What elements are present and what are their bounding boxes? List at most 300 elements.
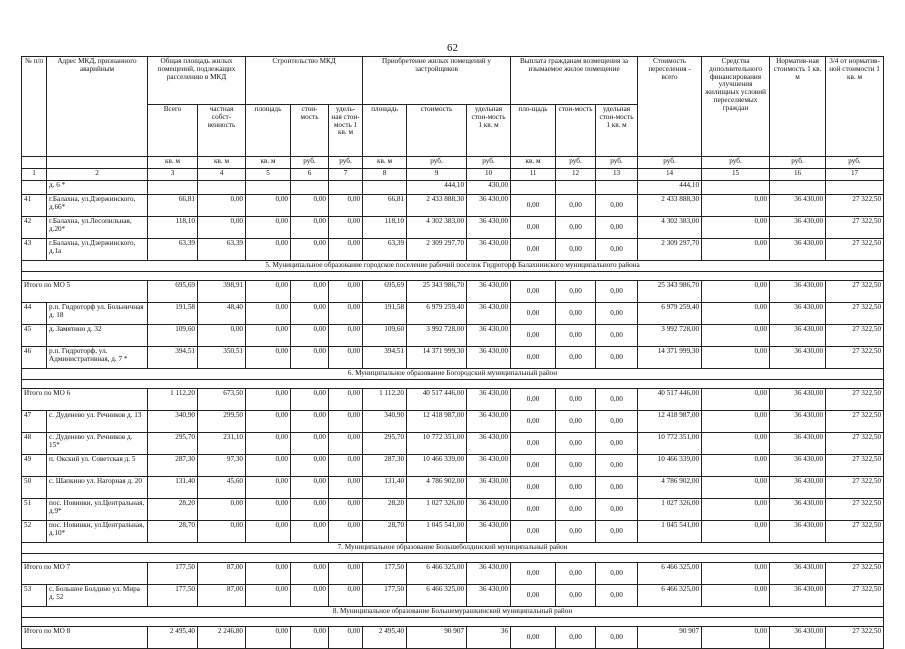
table-cell: 695,69 [148,281,198,303]
table-cell: 0,00 [702,433,770,455]
table-cell: 0,00 [291,217,329,239]
table-cell: 36 [467,627,511,649]
row-number: 48 [22,433,47,455]
row-number: 52 [22,521,47,543]
table-cell: 0,00 [596,455,638,477]
table-cell: 0,00 [702,563,770,585]
units-cell: кв. м [363,157,407,169]
table-cell: 6 466 325,00 [407,585,467,607]
table-cell: 10 772 351,00 [407,433,467,455]
table-cell: 36 430,00 [770,477,826,499]
table-cell: 27 322,50 [826,239,884,261]
table-cell: 14 371 999,30 [638,347,702,369]
units-cell: кв. м [148,157,198,169]
table-cell: 295,70 [363,433,407,455]
table-cell: 36 430,00 [770,499,826,521]
table-cell: 177,50 [363,585,407,607]
table-cell: 0,00 [291,477,329,499]
units-cell: руб. [467,157,511,169]
table-cell: 27 322,50 [826,411,884,433]
table-cell: 299,50 [198,411,246,433]
section-heading-row [22,261,884,272]
table-cell: 0,00 [556,433,596,455]
spacer-row [22,554,884,563]
table-cell: 0,00 [246,563,291,585]
table-cell: 118,10 [363,217,407,239]
table-cell: 0,00 [511,585,556,607]
table-cell: 36 430,00 [467,585,511,607]
header-payment: Выплата гражданам возмещения за изымаемое жилое помещение [511,57,638,105]
table-cell: 287,30 [148,455,198,477]
table-cell: 0,00 [596,627,638,649]
address-cell: р.п. Гидроторф ул. Больничная д. 18 [47,303,148,325]
table-cell: 3 992 728,00 [638,325,702,347]
table-cell [702,181,770,195]
table-cell: 10 772 351,00 [638,433,702,455]
column-number-cell: 14 [638,169,702,181]
table-cell [246,181,291,195]
table-cell: 28,20 [363,499,407,521]
table-cell: 0,00 [329,303,363,325]
table-cell: 0,00 [329,325,363,347]
units-cell: руб. [556,157,596,169]
spacer-row [22,380,884,389]
table-cell: 0,00 [246,455,291,477]
table-cell: 0,00 [246,325,291,347]
table-cell: 63,39 [198,239,246,261]
table-cell: 295,70 [148,433,198,455]
table-cell: 10 466 339,00 [638,455,702,477]
row-number: 47 [22,411,47,433]
table-cell: 0,00 [291,563,329,585]
header-construction: Строительство МКД [246,57,363,105]
table-cell: 2 309 297,70 [407,239,467,261]
table-cell: 25 343 986,70 [407,281,467,303]
row-number: 53 [22,585,47,607]
table-cell: 109,60 [363,325,407,347]
table-cell: 0,00 [291,239,329,261]
header-cost-total: Стоимость переселения - всего [638,57,702,157]
table-cell: 27 322,50 [826,627,884,649]
table-cell: 0,00 [596,195,638,217]
table-cell: 0,00 [702,411,770,433]
table-cell: 27 322,50 [826,563,884,585]
table-cell: 0,00 [246,433,291,455]
table-cell: 398,91 [198,281,246,303]
total-label: Итого по МО 5 [22,281,148,303]
table-cell: 36 430,00 [770,627,826,649]
table-cell: 287,30 [363,455,407,477]
row-number: 49 [22,455,47,477]
table-cell: 36 430,00 [770,239,826,261]
table-cell: 48,40 [198,303,246,325]
table-cell: 0,00 [329,217,363,239]
table-cell: 0,00 [329,195,363,217]
table-cell: 36 430,00 [467,563,511,585]
units-cell: руб. [770,157,826,169]
table-cell [291,181,329,195]
table-cell: 36 430,00 [467,499,511,521]
table-row [22,195,884,217]
table-cell: 27 322,50 [826,217,884,239]
units-cell: руб. [407,157,467,169]
table-cell: 0,00 [329,389,363,411]
table-cell: 0,00 [329,411,363,433]
table-cell: 0,00 [556,627,596,649]
table-cell: 36 430,00 [467,303,511,325]
table-cell: 27 322,50 [826,455,884,477]
column-number-cell: 9 [407,169,467,181]
table-cell: 14 371 999,30 [407,347,467,369]
table-cell: 0,00 [702,455,770,477]
table-cell: 673,50 [198,389,246,411]
column-number-cell: 4 [198,169,246,181]
table-cell: 1 027 326,00 [638,499,702,521]
subheader-area: пло-щадь [511,105,556,157]
units-cell: руб. [638,157,702,169]
table-row [22,521,884,543]
table-cell: 36 430,00 [467,411,511,433]
subheader-private: частная собст-венность [198,105,246,157]
table-cell: 0,00 [246,499,291,521]
table-cell: 0,00 [702,477,770,499]
column-number-cell: 16 [770,169,826,181]
table-cell: 430,00 [467,181,511,195]
spacer-cell [22,272,884,281]
header-three-quarters: 3/4 от норматив-ной стоимости 1 кв. м [826,57,884,157]
address-cell: пос. Новинки, ул.Центральная, д.9* [47,499,148,521]
table-cell: 0,00 [556,585,596,607]
column-number-cell: 6 [291,169,329,181]
table-cell: 36 430,00 [467,433,511,455]
table-row [22,217,884,239]
table-cell: 90 907 [638,627,702,649]
table-cell: 36 430,00 [770,433,826,455]
row-number: 42 [22,217,47,239]
table-cell: 27 322,50 [826,281,884,303]
table-cell: 36 430,00 [770,303,826,325]
table-cell: 0,00 [702,347,770,369]
table-cell: 0,00 [291,433,329,455]
table-cell: 0,00 [702,325,770,347]
subheader-unit-cost: удельная стои-мость 1 кв. м [467,105,511,157]
table-cell: 0,00 [702,521,770,543]
units-cell [47,157,148,169]
table-row [22,411,884,433]
table-cell: 6 466 325,00 [638,563,702,585]
row-number [22,181,47,195]
header-area: Общая площадь жилых помещений, подлежащих расселению в МКД [148,57,246,105]
table-cell: 1 112,20 [363,389,407,411]
units-cell: руб. [826,157,884,169]
table-cell: 1 045 541,00 [407,521,467,543]
table-cell: 25 343 986,70 [638,281,702,303]
table-cell: 0,00 [702,217,770,239]
table-cell: 0,00 [511,521,556,543]
table-cell: 0,00 [596,217,638,239]
table-cell: 0,00 [511,239,556,261]
table-cell: 36 430,00 [467,455,511,477]
section-heading-row [22,543,884,554]
row-number: 50 [22,477,47,499]
table-cell: 231,10 [198,433,246,455]
table-cell: 27 322,50 [826,389,884,411]
table-cell: 0,00 [596,325,638,347]
table-cell: 0,00 [556,239,596,261]
table-cell: 0,00 [596,411,638,433]
table-cell: 66,81 [148,195,198,217]
table-cell: 0,00 [291,455,329,477]
table-row [22,347,884,369]
table-cell: 0,00 [329,455,363,477]
total-label: Итого по МО 7 [22,563,148,585]
total-row [22,563,884,585]
table-cell: 0,00 [596,347,638,369]
section-heading-row [22,607,884,618]
table-cell: 0,00 [246,281,291,303]
table-row [22,477,884,499]
column-number-cell: 7 [329,169,363,181]
table-cell: 1 112,20 [148,389,198,411]
subheader-area: площадь [363,105,407,157]
table-cell: 0,00 [246,411,291,433]
table-cell: 2 495,40 [363,627,407,649]
table-cell: 36 430,00 [770,195,826,217]
table-cell: 695,69 [363,281,407,303]
table-cell: 28,70 [363,521,407,543]
table-cell: 12 418 987,00 [407,411,467,433]
address-cell: г.Балахна, ул.Дзержинского, д.1а [47,239,148,261]
table-cell: 109,60 [148,325,198,347]
table-row [22,585,884,607]
table-cell: 4 302 383,00 [638,217,702,239]
table-cell: 0,00 [511,563,556,585]
table-cell: 0,00 [291,585,329,607]
column-number-cell: 1 [22,169,47,181]
table-cell: 2 433 888,30 [407,195,467,217]
table-cell [596,181,638,195]
table-cell: 28,70 [148,521,198,543]
spacer-cell [22,554,884,563]
table-cell: 2 246,80 [198,627,246,649]
table-cell: 0,00 [329,239,363,261]
address-cell: пос. Новинки, ул.Центральная, д.10* [47,521,148,543]
row-number: 45 [22,325,47,347]
table-cell: 0,00 [556,281,596,303]
units-cell: кв. м [198,157,246,169]
table-cell: 36 430,00 [467,217,511,239]
units-cell: руб. [702,157,770,169]
table-cell: 444,10 [638,181,702,195]
table-cell: 3 992 728,00 [407,325,467,347]
table-cell: 4 302 383,00 [407,217,467,239]
table-cell: 0,00 [329,563,363,585]
table-cell: 0,00 [329,433,363,455]
units-row [22,157,884,169]
subheader-cost: стои-мость [556,105,596,157]
table-cell: 0,00 [511,455,556,477]
table-cell: 36 430,00 [467,477,511,499]
address-cell: с. Шапкино ул. Нагорная д. 20 [47,477,148,499]
table-cell: 0,00 [556,411,596,433]
table-row [22,433,884,455]
table-cell: 6 466 325,00 [407,563,467,585]
table-cell: 0,00 [246,217,291,239]
table-cell: 118,10 [148,217,198,239]
table-cell: 36 430,00 [770,325,826,347]
table-cell: 0,00 [596,239,638,261]
column-number-cell: 13 [596,169,638,181]
table-cell: 27 322,50 [826,195,884,217]
table-cell: 0,00 [702,239,770,261]
column-number-cell: 15 [702,169,770,181]
header-norm-cost: Норматив-ная стоимость 1 кв. м [770,57,826,157]
section-heading: 5. Муниципальное образование городское поселение рабочий поселок Гидроторф Балахнинского муниципального района [22,261,884,272]
table-cell: 0,00 [246,627,291,649]
table-cell: 63,39 [363,239,407,261]
table-cell: 0,00 [329,347,363,369]
table-cell: 0,00 [291,411,329,433]
table-cell: 27 322,50 [826,499,884,521]
table-cell: 0,00 [291,521,329,543]
table-cell: 0,00 [702,389,770,411]
table-cell: 0,00 [246,195,291,217]
header-number: № п/п [22,57,47,157]
table-cell: 0,00 [511,303,556,325]
table-cell: 0,00 [596,303,638,325]
table-cell: 0,00 [556,347,596,369]
table-cell: 6 466 325,00 [638,585,702,607]
table-cell: 0,00 [511,389,556,411]
table-cell: 177,50 [363,563,407,585]
table-cell: 0,00 [702,281,770,303]
table-cell: 63,39 [148,239,198,261]
table-cell: 350,51 [198,347,246,369]
table-cell: 0,00 [511,217,556,239]
table-cell: 191,58 [148,303,198,325]
table-cell: 36 430,00 [770,389,826,411]
table-row [22,325,884,347]
table-cell: 0,00 [329,281,363,303]
table-cell: 0,00 [511,281,556,303]
table-cell: 0,00 [596,499,638,521]
table-cell: 36 430,00 [770,585,826,607]
table-cell: 2 433 888,30 [638,195,702,217]
row-number: 43 [22,239,47,261]
table-cell: 4 786 902,00 [407,477,467,499]
table-cell: 394,51 [363,347,407,369]
table-row [22,181,884,195]
header-address: Адрес МКД, признанного аварийным [47,57,148,157]
table-cell: 0,00 [556,563,596,585]
table-cell: 444,10 [407,181,467,195]
table-cell: 12 418 987,00 [638,411,702,433]
table-cell: 10 466 339,00 [407,455,467,477]
table-cell [148,181,198,195]
table-cell: 4 786 902,00 [638,477,702,499]
table-cell [826,181,884,195]
table-cell: 131,40 [363,477,407,499]
table-cell: 0,00 [198,499,246,521]
table-cell: 177,50 [148,585,198,607]
table-cell: 0,00 [198,217,246,239]
column-number-cell: 8 [363,169,407,181]
table-cell: 0,00 [556,217,596,239]
table-cell: 66,81 [363,195,407,217]
units-cell: кв. м [511,157,556,169]
subheader-unit-cost: удельная стои-мость 1 кв. м [596,105,638,157]
column-number-cell: 5 [246,169,291,181]
table-cell: 0,00 [246,389,291,411]
table-cell: 36 430,00 [467,195,511,217]
units-cell: руб. [291,157,329,169]
address-cell: с. Дуденево ул. Речников д. 13 [47,411,148,433]
section-heading-row [22,369,884,380]
subheader-total: Всего [148,105,198,157]
address-cell: г.Балахна, ул.Дзержинского, д.66* [47,195,148,217]
table-cell: 36 430,00 [467,281,511,303]
table-cell: 28,20 [148,499,198,521]
table-cell: 36 430,00 [770,281,826,303]
table-cell: 0,00 [511,433,556,455]
table-cell: 27 322,50 [826,521,884,543]
table-cell: 27 322,50 [826,325,884,347]
table-cell: 340,90 [363,411,407,433]
table-cell: 0,00 [291,627,329,649]
table-cell: 0,00 [329,499,363,521]
table-cell: 0,00 [702,585,770,607]
table-cell: 0,00 [556,325,596,347]
units-cell: руб. [329,157,363,169]
table-cell: 1 027 326,00 [407,499,467,521]
row-number: 41 [22,195,47,217]
table-cell [770,181,826,195]
table-cell: 36 430,00 [467,347,511,369]
table-cell: 0,00 [291,281,329,303]
table-cell: 0,00 [511,499,556,521]
address-cell: г.Балахна, ул.Лесопильная, д.20* [47,217,148,239]
table-cell: 0,00 [329,477,363,499]
table-cell [198,181,246,195]
subheader-cost: стоимость [407,105,467,157]
table-cell: 0,00 [246,585,291,607]
table-cell: 27 322,50 [826,477,884,499]
address-cell: п. Окский ул. Советская д. 5 [47,455,148,477]
row-number: 51 [22,499,47,521]
table-cell: 0,00 [702,627,770,649]
spacer-cell [22,618,884,627]
resettlement-table [21,56,884,649]
column-numbers-row [22,169,884,181]
table-cell: 6 979 259,40 [638,303,702,325]
table-cell: 0,00 [556,389,596,411]
table-cell: 0,00 [246,303,291,325]
table-cell: 27 322,50 [826,347,884,369]
table-cell: 36 430,00 [770,411,826,433]
section-heading: 7. Муниципальное образование Большеболдинский муниципальный район [22,543,884,554]
table-cell: 0,00 [291,347,329,369]
column-number-cell: 10 [467,169,511,181]
table-cell: 0,00 [556,455,596,477]
table-cell: 0,00 [596,389,638,411]
table-cell: 0,00 [702,303,770,325]
subheader-unit-cost: удель-ная стои-мость 1 кв. м [329,105,363,157]
subheader-area: площадь [246,105,291,157]
table-cell: 87,00 [198,563,246,585]
table-cell: 36 430,00 [467,325,511,347]
table-cell: 0,00 [511,195,556,217]
spacer-row [22,272,884,281]
